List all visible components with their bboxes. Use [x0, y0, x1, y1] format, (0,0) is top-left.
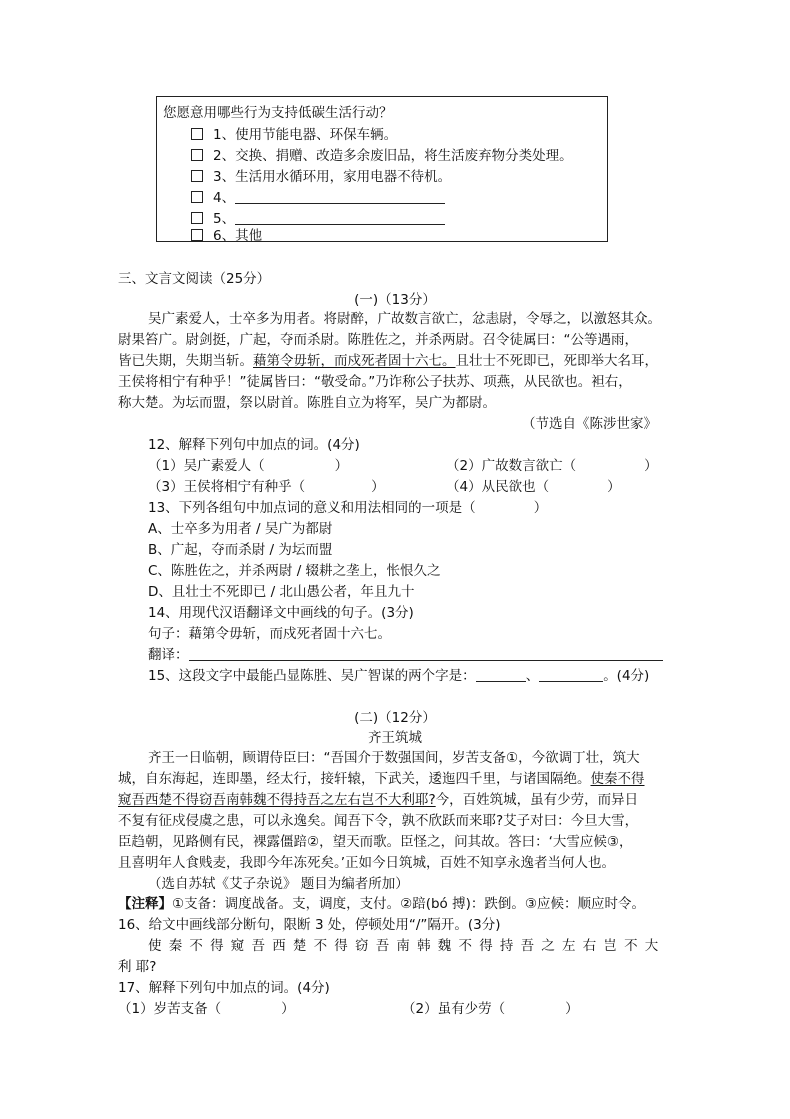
answer-blank[interactable]: [476, 669, 526, 682]
checkbox-icon[interactable]: [191, 170, 203, 182]
q13-option-d[interactable]: D、且壮士不死即已 / 北山愚公者，年且九十: [148, 584, 415, 600]
answer-line[interactable]: [189, 648, 663, 661]
passage2-line: 窥吾西楚不得窃吾南韩魏不得持吾之左右岂不大利耶?今，百姓筑城，虽有少劳，而异日: [118, 792, 639, 808]
source-note: （节选自《陈涉世家》: [522, 416, 657, 432]
passage1-line: 尉果笞广。尉剑挺，广起，夺而杀尉。陈胜佐之，并杀两尉。召令徒属曰：“公等遇雨，: [118, 332, 638, 348]
q13-option-b[interactable]: B、广起，夺而杀尉 / 为坛而盟: [148, 542, 333, 558]
underlined-sentence: 窥吾西楚不得窃吾南韩魏不得持吾之左右岂不大利耶?: [118, 792, 436, 808]
passage1-line: 吴广素爱人，士卒多为用者。将尉醉，广故数言欲亡，忿恚尉，令辱之，以激怒其众。: [148, 311, 661, 327]
part2-title: (二)（12分）: [354, 710, 436, 726]
question-15[interactable]: 15、这段文字中最能凸显陈胜、吴广智谋的两个字是： 、 。(4分): [148, 668, 650, 684]
q13-option-a[interactable]: A、士卒多为用者 / 吴广为都尉: [148, 521, 333, 537]
q14-translation[interactable]: 翻译：: [148, 643, 663, 663]
part1-title: (一)（13分）: [354, 292, 436, 308]
passage1-line: 称大楚。为坛而盟，祭以尉首。陈胜自立为将军，吴广为都尉。: [118, 395, 496, 411]
survey-option-1[interactable]: 1、使用节能电器、环保车辆。: [191, 123, 397, 143]
q17-item-1[interactable]: （1）岁苦支备（ ）: [118, 1001, 295, 1017]
checkbox-icon[interactable]: [191, 128, 203, 140]
checkbox-icon[interactable]: [191, 149, 203, 161]
question-17: 17、解释下列句中加点的词。(4分): [118, 980, 330, 996]
q12-item-2[interactable]: （2）广故数言欲亡（ ）: [446, 458, 658, 474]
q12-item-3[interactable]: （3）王侯将相宁有种乎（ ）: [148, 479, 385, 495]
source-note: （选自苏轼《艾子杂说》 题目为编者所加）: [148, 876, 409, 892]
fill-blank[interactable]: [235, 212, 445, 225]
passage1-line: 皆已失期，失期当斩。藉第令毋斩，而戍死者固十六七。且壮士不死即已，死即举大名耳，: [118, 353, 658, 369]
q13-option-c[interactable]: C、陈胜佐之，并杀两尉 / 辍耕之垄上，怅恨久之: [148, 563, 441, 579]
passage2-line: 齐王一日临朝，顾谓侍臣曰：“吾国介于数强国间，岁苦支备①，今欲调丁壮，筑大: [148, 750, 640, 766]
q16-text-cont[interactable]: 利 耶?: [118, 959, 157, 975]
q12-item-4[interactable]: （4）从民欲也（ ）: [446, 479, 621, 495]
annotation: 【注释】①支备：调度战备。支，调度，支付。②踣(bó 搏)：跌倒。③应候：顺应时令。: [118, 896, 645, 912]
passage2-line: 臣趋朝，见路侧有民，裸露僵踣②，望天而歌。臣怪之，问其故。答曰：‘大雪应候③，: [118, 834, 633, 850]
passage2-line: 城，自东海起，连即墨，经太行，接轩辕，下武关，逶迤四千里，与诸国隔绝。使秦不得: [118, 771, 645, 787]
answer-blank[interactable]: [539, 669, 603, 682]
checkbox-icon[interactable]: [191, 191, 203, 203]
question-13[interactable]: 13、下列各组句中加点词的意义和用法相同的一项是（ ）: [148, 500, 548, 516]
part2-subtitle: 齐王筑城: [368, 730, 422, 746]
q12-item-1[interactable]: （1）吴广素爱人（ ）: [148, 458, 349, 474]
survey-question: 您愿意用哪些行为支持低碳生活行动？: [163, 105, 393, 121]
survey-option-4[interactable]: 4、: [191, 186, 445, 206]
question-16: 16、给文中画线部分断句，限断 3 处，停顿处用“/”隔开。(3分): [118, 917, 501, 933]
checkbox-icon[interactable]: [191, 212, 203, 224]
underlined-sentence: 藉第令毋斩，而戍死者固十六七。: [253, 353, 456, 369]
question-14: 14、用现代汉语翻译文中画线的句子。(3分): [148, 605, 414, 621]
survey-option-3[interactable]: 3、生活用水循环用，家用电器不待机。: [191, 165, 451, 185]
question-12: 12、解释下列句中加点的词。(4分): [148, 437, 360, 453]
q17-item-2[interactable]: （2）虽有少劳（ ）: [402, 1001, 579, 1017]
q16-text[interactable]: 使秦不得窥吾西楚不得窃吾南韩魏不得持吾之左右岂不大: [148, 938, 666, 954]
survey-option-5[interactable]: 5、: [191, 207, 445, 227]
underlined-sentence: 使秦不得: [590, 771, 645, 787]
survey-box: [156, 96, 608, 242]
checkbox-icon[interactable]: [191, 229, 203, 241]
survey-option-2[interactable]: 2、交换、捐赠、改造多余废旧品，将生活废弃物分类处理。: [191, 144, 573, 164]
passage2-line: 不复有征戍侵虞之患，可以永逸矣。闻吾下令，孰不欣跃而来耶?艾子对曰：今旦大雪，: [118, 813, 639, 829]
passage1-line: 王侯将相宁有种乎！”徒属皆曰：“敬受命。”乃诈称公子扶苏、项燕，从民欲也。袒右，: [118, 374, 632, 390]
fill-blank[interactable]: [235, 191, 445, 204]
q14-sentence: 句子：藉第令毋斩，而戍死者固十六七。: [148, 626, 391, 642]
passage2-line: 且喜明年人食贱麦，我即今年冻死矣。’正如今日筑城，百姓不知享永逸者当何人也。: [118, 855, 616, 871]
section-heading: 三、文言文阅读（25分）: [118, 271, 271, 287]
survey-option-6[interactable]: 6、其他: [191, 224, 262, 244]
